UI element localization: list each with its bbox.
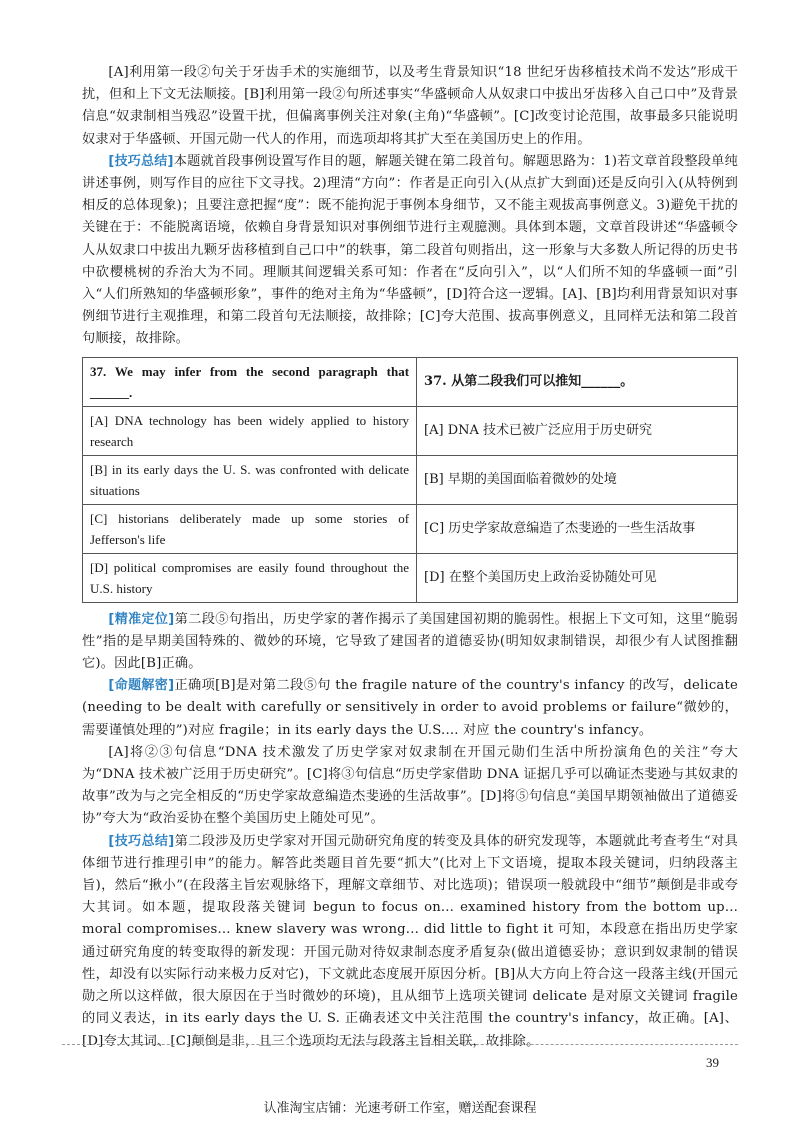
table-header-row <box>83 357 738 406</box>
table-row <box>83 553 738 602</box>
tip-summary-text-2: 第二段涉及历史学家对开国元勋研究角度的转变及具体的研究发现等，本题就此考查考生“对具体细节进行推理引申”的能力。解答此类题目首先要“抓大”(比对上下文语境，提取本段关键词，归纳段落主旨)，然后“揪小”(在段落主旨宏观脉络下，理解文章细节、对比选项)；错误项一般就段中“细节”颠倒是非或夸大其词。如本题，提取段落关键词 begun to focus on... examined history from the bottom up... moral compromises... knew slavery was wrong... did little to fight it 可知，本段意在指出历史学家通过研究角度的转变取得的新发现：开国元勋对待奴隶制态度矛盾复杂(做出道德妥协；意识到奴隶制的错误性，却没有以实际行动来极力反对它)，下文就此态度展开原因分析。[B]从大方向上符合这一段落主线(开国元勋之所以这样做，很大原因在于当时微妙的环境)，且从细节上选项关键词 delicate 是对原文关键词 fragile 的同义表达，in its early days the U. S. 正确表述文中关注范围 the country's infancy，故正确。[A]、[D]夸大其词、[C]颠倒是非，且三个选项均无法与段落主旨相关联，故排除。 <box>82 833 738 1049</box>
page-divider <box>62 1044 738 1045</box>
question-stem-zh: 37. 从第二段我们可以推知______。 <box>417 357 738 406</box>
precise-location-label: [精准定位] <box>108 611 175 627</box>
tip-summary-label-2: [技巧总结] <box>108 833 175 849</box>
tip-summary-text: 本题就首段事例设置写作目的题，解题关键在第二段首句。解题思路为：1)若文章首段整段单纯讲述事例，则写作目的应往下文寻找。2)理清“方向”：作者是正向引入(从点扩大到面)还是反向引入(从特例到相反的总体现象)；且要注意把握“度”：既不能拘泥于事例本身细节，又不能主观拔高事例意义。3)避免干扰的关键在于：不能脱离语境，依赖自身背景知识对事例细节进行主观臆测。具体到本题，文章首段讲述“华盛顿令人从奴隶口中拔出九颗牙齿移植到自己口中”的轶事，第二段首句则指出，这一形象与大多数人所记得的历史书中砍樱桃树的乔治大为不同。理顺其间逻辑关系可知：作者在“反向引入”，以“人们所不知的华盛顿一面”引入“人们所熟知的华盛顿形象”，事件的绝对主角为“华盛顿”，[D]符合这一逻辑。[A]、[B]均利用背景知识对事例细节进行主观推理，和第二段首句无法顺接，故排除；[C]夸大范围、拔高事例意义，且同样无法和第二段首句顺接，故排除。 <box>82 153 738 347</box>
paragraph-option-analysis: [A]利用第一段②句关于牙齿手术的实施细节，以及考生背景知识“18 世纪牙齿移植技术尚不发达”形成干扰，但和上下文无法顺接。[B]利用第一段②句所述事实“华盛顿命人从奴隶口中拔出牙齿移入自己口中”及背景信息“奴隶制相当残忍”设置干扰，但偏离事例关注对象(主角)“华盛顿”。[C]改变讨论范围，故事最多只能说明奴隶对于华盛顿、开国元勋一代人的作用，而选项却将其扩大至在美国历史上的作用。 <box>82 65 738 147</box>
option-a-en: [A] DNA technology has been widely applied to history research <box>83 406 417 455</box>
option-d-en: [D] political compromises are easily found throughout the U.S. history <box>83 553 417 602</box>
paragraph-tip-summary-2 <box>82 831 738 1053</box>
question-decode-text: 正确项[B]是对第二段⑤句 the fragile nature of the country's infancy 的改写，delicate (needing to be dealt with carefully or sensitively in order to avoid problems or failure“微妙的，需要谨慎处理的”)对应 fragile；in its early days the U.S.... 对应 the country's infancy。 <box>82 678 738 738</box>
question-table <box>82 357 738 603</box>
table-row <box>83 504 738 553</box>
table-row <box>83 406 738 455</box>
tip-summary-label: [技巧总结] <box>108 153 174 169</box>
option-c-zh: [C] 历史学家故意编造了杰斐逊的一些生活故事 <box>417 504 738 553</box>
paragraph-wrong-options: [A]将②③句信息“DNA 技术激发了历史学家对奴隶制在开国元勋们生活中所扮演角色的关注”夸大为“DNA 技术被广泛用于历史研究”。[C]将③句信息“历史学家借助 DNA 证据几乎可以确证杰斐逊与其奴隶的故事”改为与之完全相反的“历史学家故意编造杰斐逊的生活故事”。[D]将⑤句信息“美国早期领袖做出了道德妥协”夸大为“政治妥协在整个美国历史上随处可见”。 <box>82 744 738 827</box>
option-b-en: [B] in its early days the U. S. was confronted with delicate situations <box>83 455 417 504</box>
option-d-zh: [D] 在整个美国历史上政治妥协随处可见 <box>417 553 738 602</box>
footer-note: 认准淘宝店铺：光速考研工作室，赠送配套课程 <box>263 1101 537 1116</box>
paragraph-question-decode <box>82 675 738 742</box>
precise-location-text: 第二段⑤句指出，历史学家的著作揭示了美国建国初期的脆弱性。根据上下文可知，这里“脆弱性”指的是早期美国特殊的、微妙的环境，它导致了建国者的道德妥协(明知奴隶制错误，却很少有人试图推翻它)。因此[B]正确。 <box>82 611 738 672</box>
option-b-zh: [B] 早期的美国面临着微妙的处境 <box>417 455 738 504</box>
question-decode-label: [命题解密] <box>108 678 175 694</box>
paragraph-tip-summary-1 <box>82 151 738 351</box>
paragraph-precise-location <box>82 609 738 676</box>
option-a-zh: [A] DNA 技术已被广泛应用于历史研究 <box>417 406 738 455</box>
question-stem-en: 37. We may infer from the second paragraph that ______. <box>83 357 417 406</box>
page-number: 39 <box>706 1055 719 1070</box>
table-row <box>83 455 738 504</box>
content-area <box>82 62 738 1053</box>
option-c-en: [C] historians deliberately made up some stories of Jefferson's life <box>83 504 417 553</box>
